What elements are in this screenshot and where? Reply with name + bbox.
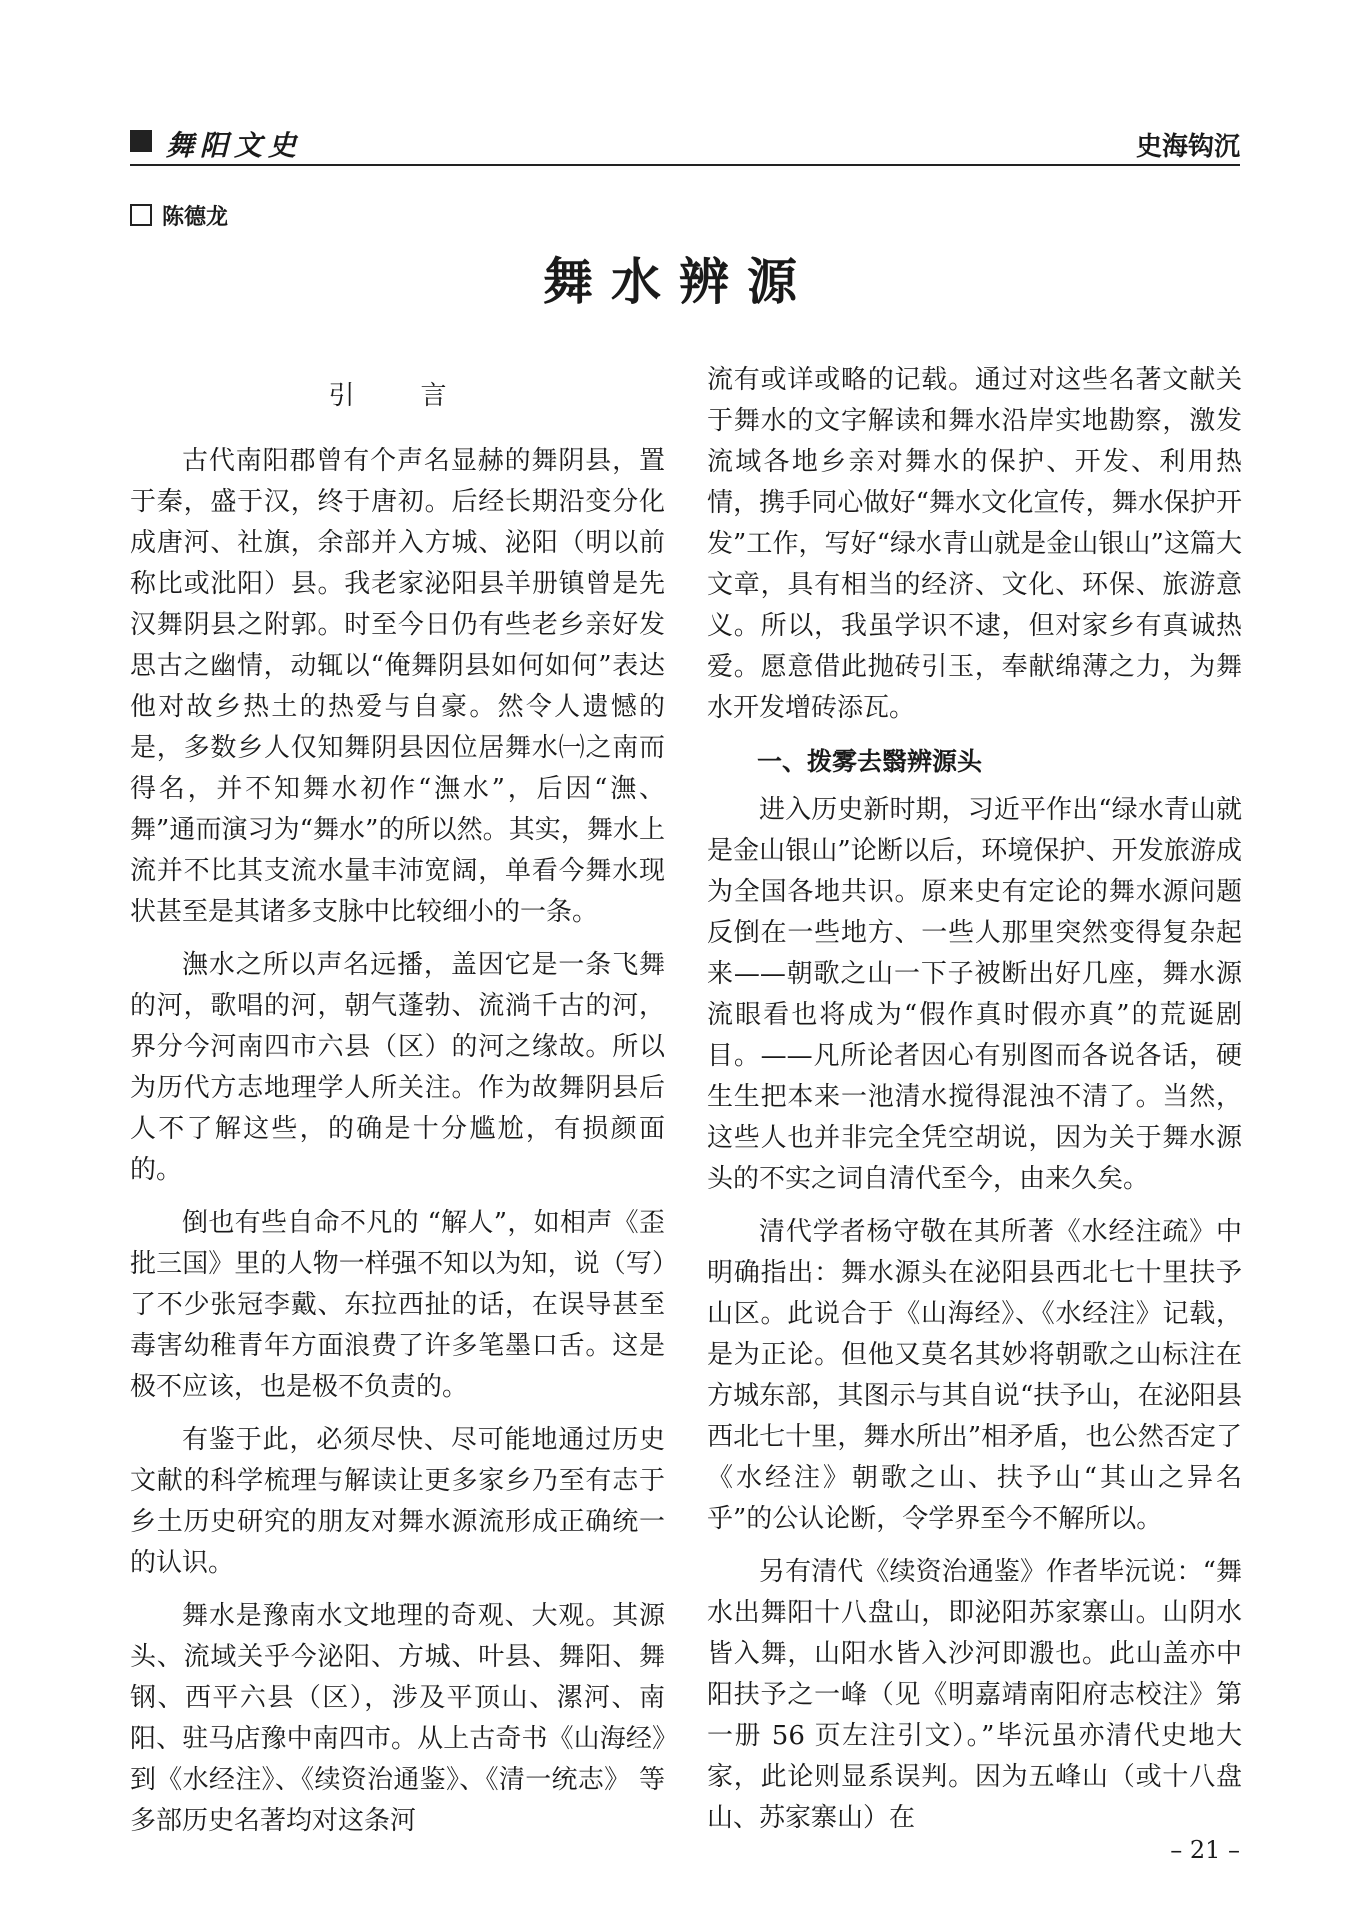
- running-header: [130, 124, 1240, 164]
- header-square-icon: [130, 130, 152, 152]
- section-heading: 一、拨雾去翳辨源头: [757, 747, 983, 776]
- paragraph: 有鉴于此，必须尽快、尽可能地通过历史文献的科学梳理与解读让更多家乡乃至有志于乡土历史研究的朋友对舞水源流形成正确统一的认识。: [130, 1425, 665, 1578]
- page-number: – 21 –: [1170, 1836, 1240, 1864]
- paragraph: 潕水之所以声名远播，盖因它是一条飞舞的河，歌唱的河，朝气蓬勃、流淌千古的河，界分今河南四市六县（区）的河之缘故。所以为历代方志地理学人所关注。作为故舞阴县后人不了解这些，的确是十分尴尬，有损颜面的。: [130, 950, 665, 1185]
- paragraph: 倒也有些自命不凡的 “解人”，如相声《歪批三国》里的人物一样强不知以为知，说（写）了不少张冠李戴、东拉西扯的话，在误导甚至毒害幼稚青年方面浪费了许多笔墨口舌。这是极不应该，也是极不负责的。: [130, 1208, 665, 1402]
- section-name: 史海钩沉: [1135, 132, 1240, 162]
- paragraph: 清代学者杨守敬在其所著《水经注疏》中明确指出：舞水源头在泌阳县西北七十里扶予山区。此说合于《山海经》、《水经注》记载，是为正论。但他又莫名其妙将朝歌之山标注在方城东部，其图示与其自说“扶予山，在泌阳县西北七十里，舞水所出”相矛盾，也公然否定了《水经注》朝歌之山、扶予山“其山之异名乎”的公认论断，令学界至今不解所以。: [707, 1217, 1242, 1534]
- paragraph: 进入历史新时期，习近平作出“绿水青山就是金山银山”论断以后，环境保护、开发旅游成为全国各地共识。原来史有定论的舞水源问题反倒在一些地方、一些人那里突然变得复杂起来——朝歌之山一下子被断出好几座，舞水源流眼看也将成为“假作真时假亦真”的荒诞剧目。——凡所论者因心有别图而各说各话，硬生生把本来一池清水搅得混浊不清了。当然，这些人也并非完全凭空胡说，因为关于舞水源头的不实之词自清代至今，由来久矣。: [707, 795, 1242, 1194]
- author-name: 陈德龙: [162, 205, 229, 230]
- paragraph: 舞水是豫南水文地理的奇观、大观。其源头、流域关乎今泌阳、方城、叶县、舞阳、舞钢、西平六县（区），涉及平顶山、漯河、南阳、驻马店豫中南四市。从上古奇书《山海经》到《水经注》、《续资治通鉴》、《清一统志》 等多部历史名著均对这条河: [130, 1601, 665, 1836]
- journal-name: 舞阳文史: [166, 129, 303, 162]
- paragraph: 古代南阳郡曾有个声名显赫的舞阴县，置于秦，盛于汉，终于唐初。后经长期沿变分化成唐河、社旗，余部并入方城、泌阳（明以前称比或沘阳）县。我老家泌阳县羊册镇曾是先汉舞阴县之附郭。时至今日仍有些老乡亲好发思古之幽情，动辄以“俺舞阴县如何如何”表达他对故乡热土的热爱与自豪。然令人遗憾的是，多数乡人仅知舞阴县因位居舞水㈠之南而得名，并不知舞水初作“潕水”，后因“潕、舞”通而演习为“舞水”的所以然。其实，舞水上流并不比其支流水量丰沛宽阔，单看今舞水现状甚至是其诸多支脉中比较细小的一条。: [130, 446, 665, 927]
- left-column: [130, 372, 665, 1854]
- right-column: [707, 360, 1242, 1851]
- author-line: [130, 200, 228, 230]
- paragraph: 另有清代《续资治通鉴》作者毕沅说：“舞水出舞阳十八盘山，即泌阳苏家寨山。山阴水皆入舞，山阳水皆入沙河即溵也。此山盖亦中阳扶予之一峰（见《明嘉靖南阳府志校注》第一册 56 页左注引文）。”毕沅虽亦清代史地大家，此论则显系误判。因为五峰山（或十八盘山、苏家寨山）在: [707, 1557, 1242, 1833]
- header-rule: [130, 164, 1240, 166]
- article-title: 舞水辨源: [543, 253, 815, 311]
- intro-heading: 引 言: [328, 381, 467, 411]
- paragraph-continuation: 流有或详或略的记载。通过对这些名著文献关于舞水的文字解读和舞水沿岸实地勘察，激发流域各地乡亲对舞水的保护、开发、利用热情，携手同心做好“舞水文化宣传，舞水保护开发”工作，写好“绿水青山就是金山银山”这篇大文章，具有相当的经济、文化、环保、旅游意义。所以，我虽学识不逮，但对家乡有真诚热爱。愿意借此抛砖引玉，奉献绵薄之力，为舞水开发增砖添瓦。: [707, 365, 1242, 723]
- author-box-icon: [130, 204, 152, 226]
